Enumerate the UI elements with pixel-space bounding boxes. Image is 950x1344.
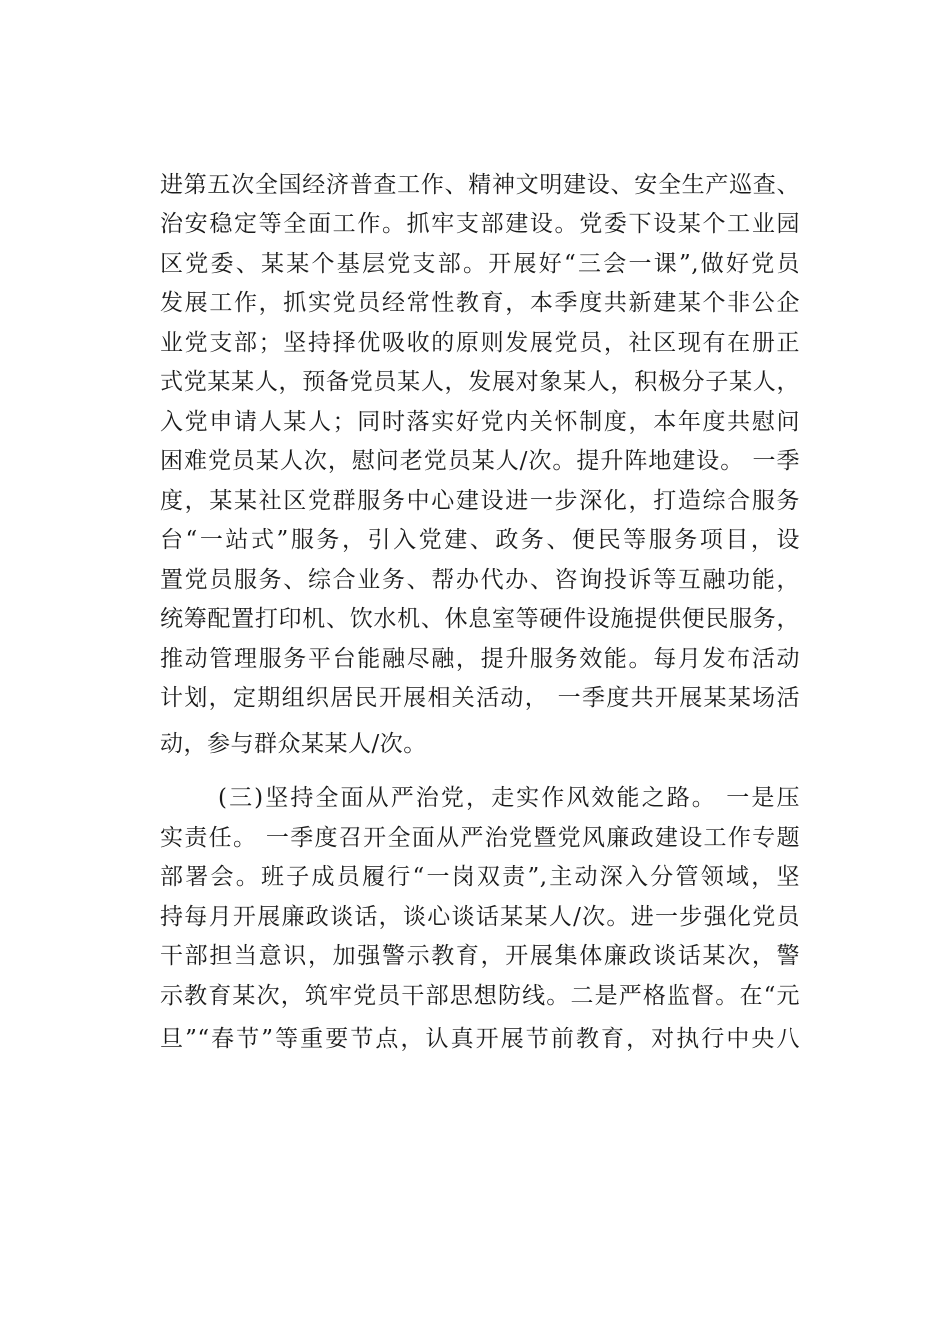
paragraph-1-line-14: 计划，定期组织居民开展相关活动， 一季度共开展某某场活 (160, 685, 800, 711)
paragraph-2-line-6: 示教育某次，筑牢党员干部思想防线。二是严格监督。在“元 (160, 983, 800, 1009)
paragraph-2-line-5: 干部担当意识，加强警示教育，开展集体廉政谈话某次，警 (160, 943, 800, 969)
paragraph-2-line-7: 旦”“春节”等重要节点，认真开展节前教育，对执行中央八 (160, 1026, 800, 1052)
paragraph-1-line-6: 式党某某人，预备党员某人，发展对象某人，积极分子某人， (160, 369, 800, 395)
paragraph-1-line-11: 置党员服务、综合业务、帮办代办、咨询投诉等互融功能， (160, 567, 800, 593)
paragraph-1-line-1: 进第五次全国经济普查工作、精神文明建设、安全生产巡查、 (160, 172, 800, 198)
paragraph-2-line-3: 部署会。班子成员履行“一岗双责”,主动深入分管领域，坚 (160, 864, 800, 890)
paragraph-1-line-10: 台“一站式”服务，引入党建、政务、便民等服务项目，设 (160, 527, 800, 553)
paragraph-1-line-9: 度，某某社区党群服务中心建设进一步深化，打造综合服务 (160, 488, 800, 514)
paragraph-1-line-7: 入党申请人某人；同时落实好党内关怀制度，本年度共慰问 (160, 409, 800, 435)
paragraph-1-line-12: 统筹配置打印机、饮水机、休息室等硬件设施提供便民服务， (160, 606, 800, 632)
paragraph-2-line-2: 实责任。 一季度召开全面从严治党暨党风廉政建设工作专题 (160, 825, 800, 851)
paragraph-1-line-13: 推动管理服务平台能融尽融，提升服务效能。每月发布活动 (160, 646, 800, 672)
paragraph-2-line-1: (三)坚持全面从严治党，走实作风效能之路。 一是压 (218, 785, 800, 811)
paragraph-2-line-4: 持每月开展廉政谈话，谈心谈话某某人/次。进一步强化党员 (160, 904, 800, 930)
paragraph-1-line-3: 区党委、某某个基层党支部。开展好“三会一课”,做好党员 (160, 251, 800, 277)
paragraph-1-line-2: 治安稳定等全面工作。抓牢支部建设。党委下设某个工业园 (160, 211, 800, 237)
paragraph-1-line-4: 发展工作，抓实党员经常性教育，本季度共新建某个非公企 (160, 290, 800, 316)
paragraph-1-line-5: 业党支部；坚持择优吸收的原则发展党员，社区现有在册正 (160, 330, 800, 356)
paragraph-1-line-8: 困难党员某人次，慰问老党员某人/次。提升阵地建设。 一季 (160, 448, 800, 474)
paragraph-1-line-15: 动，参与群众某某人/次。 (160, 731, 427, 757)
